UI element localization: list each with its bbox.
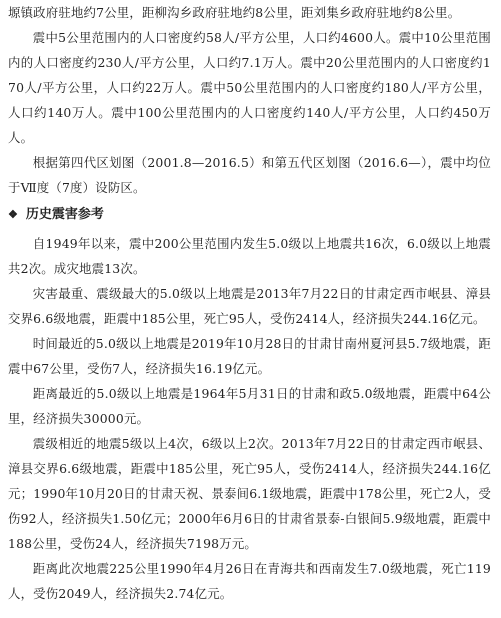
section-title: 历史震害参考 <box>25 207 104 222</box>
diamond-bullet-icon: ❖ <box>8 208 18 221</box>
paragraph-most-severe: 灾害最重、震级最大的5.0级以上地震是2013年7月22日的甘肃定西市岷县、漳县交界6.6级地震，距震中185公里，死亡95人，受伤2414人，经济损失244.16亿元。 <box>8 286 491 326</box>
paragraph-qinghai-quake: 距离此次地震225公里1990年4月26日在青海共和西南发生7.0级地震，死亡119人，受伤2049人，经济损失2.74亿元。 <box>8 561 491 601</box>
paragraph-history-summary: 自1949年以来，震中200公里范围内发生5.0级以上地震共16次，6.0级以上地震共2次。成灾地震13次。 <box>8 236 491 276</box>
section-heading <box>8 202 491 228</box>
paragraph-population-density: 震中5公里范围内的人口密度约58人/平方公里，人口约4600人。震中10公里范围内的人口密度约230人/平方公里，人口约7.1万人。震中20公里范围内的人口密度约170人/平方公里，人口约22万人。震中50公里范围内的人口密度约180人/平方公里，人口约140万人。震中100公里范围内的人口密度约140人/平方公里，人口约450万人。 <box>8 30 491 145</box>
paragraph-similar-magnitude: 震级相近的地震5级以上4次，6级以上2次。2013年7月22日的甘肃定西市岷县、漳县交界6.6级地震，距震中185公里，死亡95人，受伤2414人，经济损失244.16亿元；1990年10月20日的甘肃天祝、景泰间6.1级地震，距震中178公里，死亡2人，受伤92人，经济损失1.50亿元；2000年6月6日的甘肃省景泰-白银间5.9级地震，距震中188公里，受伤24人，经济损失7198万元。 <box>8 436 491 551</box>
paragraph-most-recent: 时间最近的5.0级以上地震是2019年10月28日的甘肃甘南州夏河县5.7级地震，距震中67公里，受伤7人，经济损失16.19亿元。 <box>8 336 491 376</box>
paragraph-zoning: 根据第四代区划图（2001.8—2016.5）和第五代区划图（2016.6—），震中均位于Ⅶ度（7度）设防区。 <box>8 155 491 195</box>
paragraph-distances: 塬镇政府驻地约7公里，距柳沟乡政府驻地约8公里，距刘集乡政府驻地约8公里。 <box>8 5 461 20</box>
paragraph-nearest: 距离最近的5.0级以上地震是1964年5月31日的甘肃和政5.0级地震，距震中64公里，经济损失30000元。 <box>8 386 491 426</box>
